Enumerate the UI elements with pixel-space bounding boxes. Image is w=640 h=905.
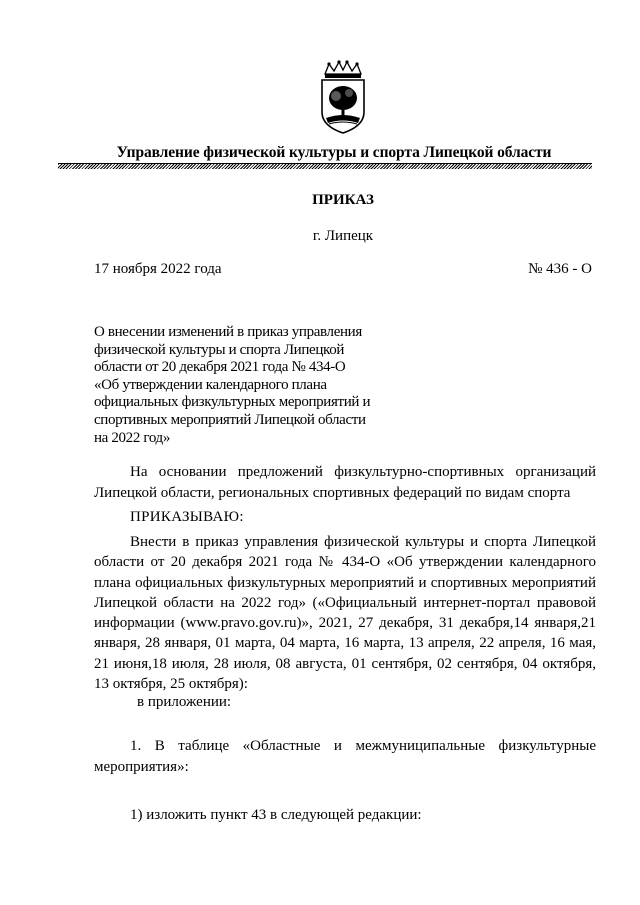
amendment-paragraph — [94, 532, 596, 694]
subject-line: «Об утверждении календарного плана — [94, 376, 327, 393]
item-1-line: 1. В таблице «Областные и межмуниципальные физкультурные — [130, 738, 596, 754]
order-word: ПРИКАЗЫВАЮ: — [130, 509, 244, 525]
basis-line: Липецкой области, региональных спортивных федераций по видам спорта — [94, 484, 571, 501]
organization-name: Управление физической культуры и спорта Липецкой области — [116, 144, 552, 161]
amendment-line: плана официальных физкультурных мероприятий и спортивных мероприятий — [94, 574, 596, 591]
annex-heading: в приложении: — [137, 694, 232, 710]
subject-line: области от 20 декабря 2021 года № 434-О — [94, 359, 346, 376]
item-1-line: мероприятия»: — [94, 759, 189, 775]
document-type: ПРИКАЗ — [312, 192, 374, 208]
basis-paragraph — [94, 462, 596, 503]
subject-line: физической культуры и спорта Липецкой — [94, 341, 345, 358]
subject-line: спортивных мероприятий Липецкой области — [94, 411, 366, 428]
subitem-1: 1) изложить пункт 43 в следующей редакции: — [130, 807, 422, 823]
subject-line: официальных физкультурных мероприятий и — [94, 394, 371, 411]
subject-line: на 2022 год» — [94, 429, 170, 446]
header-divider — [58, 163, 592, 169]
document-subject — [94, 324, 394, 447]
amendment-line: 13 октября, 25 октября): — [94, 676, 248, 693]
amendment-line: информации (www.pravo.gov.ru)», 2021, 27 декабря, 31 декабря,14 января,21 — [94, 615, 596, 632]
amendment-line: области от 20 декабря 2021 года № 434-О «Об утверждении календарного — [94, 554, 596, 571]
document-number: № 436 - О — [528, 261, 592, 277]
amendment-line: 21 июня,18 июля, 28 июля, 08 августа, 01 сентября, 02 сентября, 04 октября, — [94, 655, 596, 672]
item-1 — [94, 736, 596, 757]
amendment-line: Липецкой области на 2022 год» («Официальный интернет-портал правовой — [94, 594, 596, 611]
document-date: 17 ноября 2022 года — [94, 261, 222, 277]
basis-line: На основании предложений физкультурно-спортивных организаций — [130, 464, 596, 480]
coat-of-arms-icon — [317, 60, 369, 136]
amendment-line: Внести в приказ управления физической культуры и спорта Липецкой — [130, 534, 596, 550]
document-city: г. Липецк — [312, 228, 374, 244]
subject-line: О внесении изменений в приказ управления — [94, 324, 362, 340]
amendment-line: января, 28 января, 01 марта, 04 марта, 16 марта, 13 апреля, 22 апреля, 16 мая, — [94, 635, 596, 652]
